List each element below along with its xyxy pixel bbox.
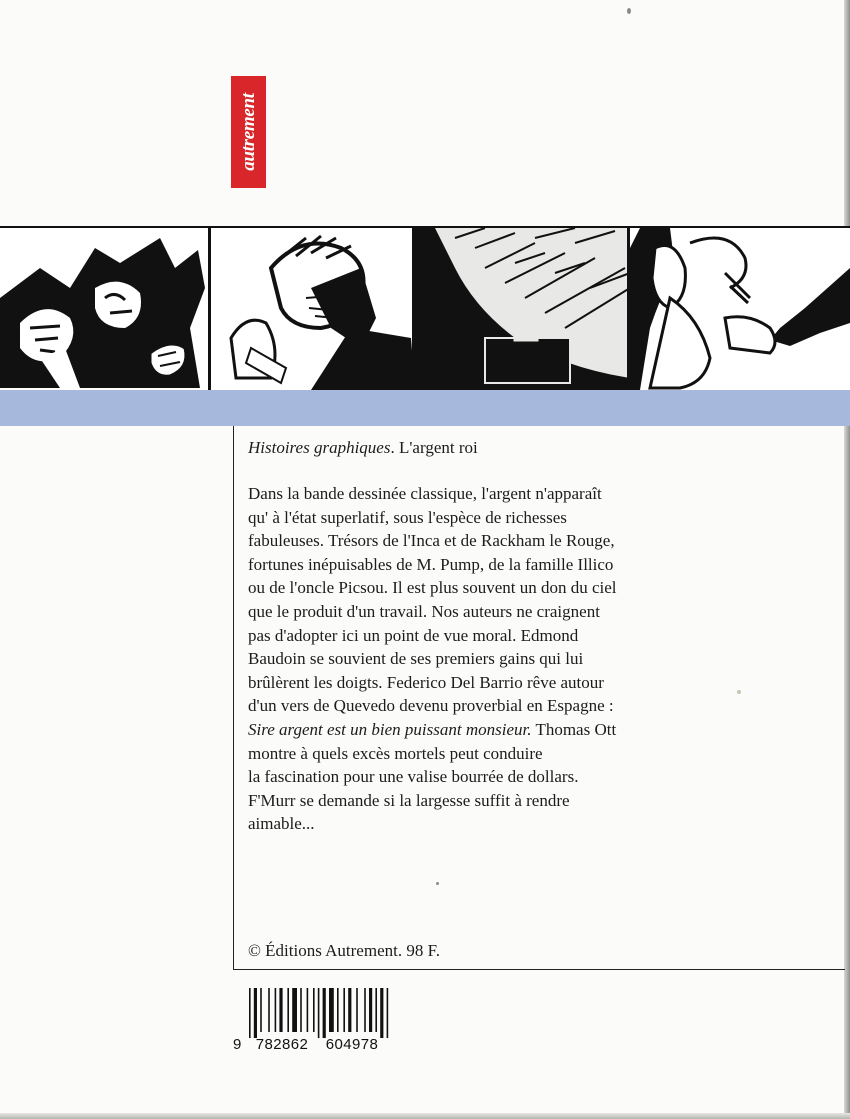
barcode-bar [268, 988, 270, 1032]
book-heading [248, 438, 478, 458]
description-line: pas d'adopter ici un point de vue moral. Edmond [248, 625, 579, 645]
panel-fmurr [630, 228, 850, 390]
description-line: fabuleuses. Trésors de l'Inca et de Rackham le Rouge, [248, 531, 615, 551]
description-text [248, 482, 688, 836]
barcode-bar [275, 988, 277, 1032]
description-line: d'un vers de Quevedo devenu proverbial en Espagne : [248, 696, 614, 716]
panel-ott [415, 228, 630, 390]
title-separator: . [390, 438, 395, 457]
panel-del-barrio [211, 228, 415, 390]
barcode-bar [249, 988, 251, 1038]
description-line: ou de l'oncle Picsou. Il est plus souvent un don du ciel [248, 578, 617, 598]
series-title: Histoires graphiques [248, 438, 391, 457]
description-box [233, 426, 845, 970]
isbn-barcode [233, 988, 393, 1066]
description-line: la fascination pour une valise bourrée de dollars. [248, 767, 579, 787]
description-line: Baudoin se souvient de ses premiers gains qui lui [248, 649, 584, 669]
barcode-bar [343, 988, 345, 1032]
barcode-bars [233, 988, 393, 1038]
barcode-bar [323, 988, 326, 1038]
barcode-bar [287, 988, 289, 1032]
barcode-bar [380, 988, 383, 1038]
copyright-price: © Éditions Autrement. 98 F. [248, 941, 440, 960]
barcode-bar [356, 988, 358, 1032]
publisher-logo-text: autrement [237, 93, 259, 171]
paper-speck [627, 8, 631, 14]
barcode-bar [313, 988, 315, 1032]
barcode-bar [337, 988, 339, 1032]
description-line: brûlèrent les doigts. Federico Del Barrio rêve autour [248, 672, 604, 692]
barcode-bar [329, 988, 334, 1032]
barcode-bar [375, 988, 377, 1032]
barcode-bar [292, 988, 297, 1032]
book-title: L'argent roi [398, 438, 478, 457]
quevedo-quote: Sire argent est un bien puissant monsieur. [248, 719, 532, 739]
barcode-digit-first: 9 [233, 1036, 242, 1053]
description-line: montre à quels excès mortels peut conduire [248, 743, 543, 763]
panel-baudoin [0, 228, 211, 390]
barcode-bar [318, 988, 320, 1038]
barcode-bar [364, 988, 366, 1032]
description-line: qu' à l'état superlatif, sous l'espèce de richesses [248, 507, 567, 527]
color-band [0, 390, 850, 426]
illustration-strip [0, 226, 850, 392]
barcode-bar [348, 988, 351, 1032]
description-line: Dans la bande dessinée classique, l'argent n'apparaît [248, 484, 602, 503]
barcode-bar [254, 988, 257, 1038]
page-edge-bottom [0, 1113, 850, 1119]
barcode-bar [369, 988, 372, 1032]
description-line: aimable... [248, 814, 315, 834]
barcode-digits-group2: 604978 [325, 1036, 379, 1053]
description-line: que le produit d'un travail. Nos auteurs ne craignent [248, 601, 600, 621]
description-line: fortunes inépuisables de M. Pump, de la famille Illico [248, 554, 614, 574]
barcode-bar [307, 988, 309, 1032]
publisher-logo [231, 76, 266, 188]
barcode-bar [387, 988, 389, 1038]
barcode-digits-group1: 782862 [255, 1036, 309, 1053]
barcode-bar [260, 988, 262, 1032]
barcode-digits [233, 1036, 393, 1053]
barcode-bar [300, 988, 302, 1032]
description-quote-line [248, 718, 688, 742]
barcode-bar [279, 988, 282, 1032]
quote-continuation: Thomas Ott [535, 719, 617, 739]
description-line: F'Murr se demande si la largesse suffit à rendre [248, 790, 570, 810]
